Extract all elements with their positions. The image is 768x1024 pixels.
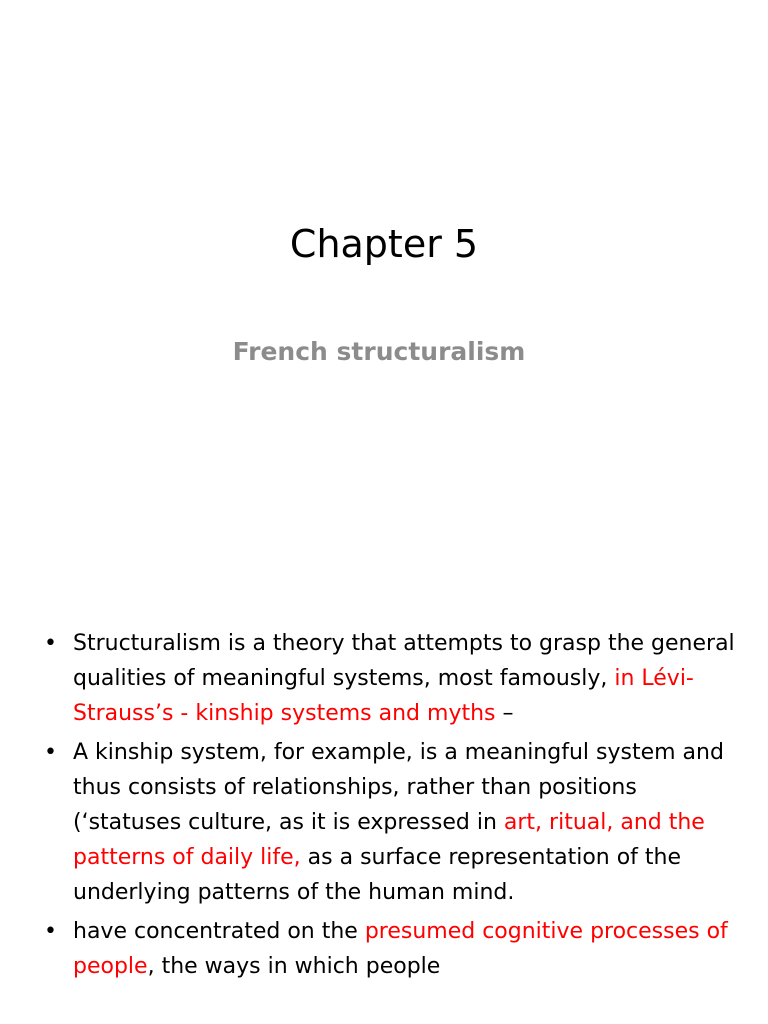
highlighted-text: art, ritual, and the patterns of daily life, — [73, 810, 705, 870]
bullet-item-cognitive — [38, 914, 738, 984]
bullet-text: Structuralism is a theory that attempts to grasp the general qualities of meaningful systems, most famously, — [73, 631, 735, 691]
bullet-dot-icon: • — [44, 631, 57, 656]
bullet-text-end: – — [495, 701, 514, 726]
bullet-text: have concentrated on the — [73, 919, 365, 944]
bullet-dot-icon: • — [44, 740, 57, 765]
slide-subtitle: French structuralism — [232, 337, 526, 366]
bullet-item-structuralism — [38, 626, 738, 731]
bullet-item-kinship — [38, 735, 738, 910]
bullet-text-end: as a surface representation of the underlying patterns of the human mind. — [73, 845, 682, 905]
content-slide — [0, 576, 768, 1024]
bullet-dot-icon: • — [44, 919, 57, 944]
bullet-list — [38, 626, 738, 988]
bullet-text: A kinship system, for example, is a meaningful system and thus consists of relationships, rather than positions (‘statuses culture, as it is expressed in — [73, 740, 724, 835]
slide-title: Chapter 5 — [289, 222, 479, 266]
bullet-text-end: , the ways in which people — [147, 954, 441, 979]
highlighted-text: in Lévi-Strauss’s - kinship systems and myths — [73, 666, 694, 726]
highlighted-text: presumed cognitive processes of people — [73, 919, 728, 979]
